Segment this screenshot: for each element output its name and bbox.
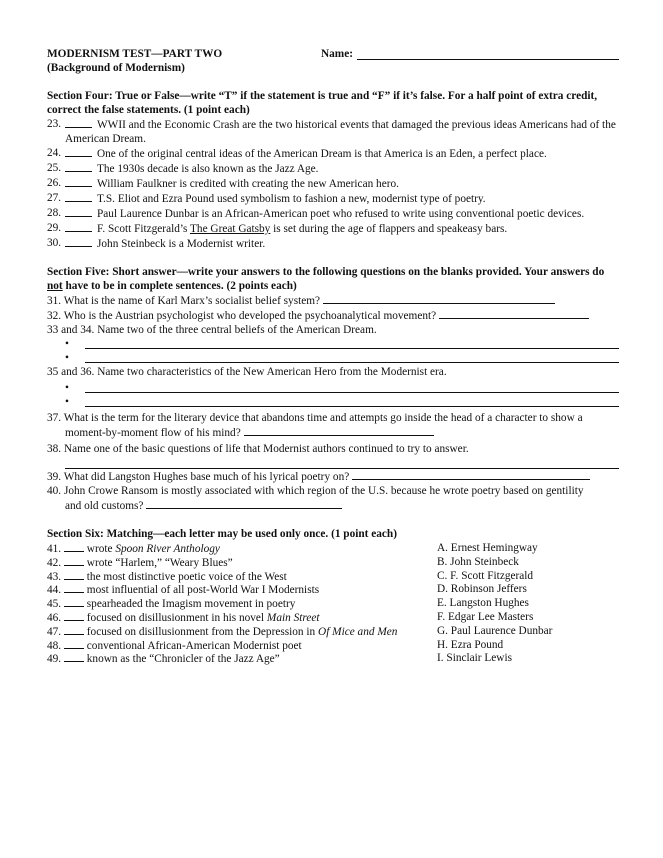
answer-blank[interactable] [64, 610, 84, 621]
emphasis-not: not [47, 280, 63, 292]
matching-row: 42. wrote “Harlem,” “Weary Blues” B. John Steinbeck [47, 555, 519, 569]
matching-row: 43. the most distinctive poetic voice of the West C. F. Scott Fitzgerald [47, 569, 534, 583]
question-number: 23. [47, 118, 62, 130]
question-text: The 1930s decade is also known as the Jazz Age. [97, 163, 319, 175]
question-number: 26. [47, 177, 62, 189]
question-text: 40. John Crowe Ransom is mostly associated with which region of the U.S. because he wrote poetry based on gentility [47, 485, 584, 497]
question-37-cont [47, 425, 617, 440]
question-number: 46. [47, 611, 62, 624]
question-number: 41. [47, 543, 62, 555]
section-five-title: Section Five: Short answer—write your answers to the following questions on the blanks provided. Your answers do not have to be in complete sentences. (2 points each) [47, 266, 605, 292]
question-32 [47, 308, 617, 323]
question-text-pre: F. Scott Fitzgerald’s [97, 223, 191, 235]
answer-blank[interactable] [65, 236, 92, 247]
answer-blank[interactable] [65, 146, 92, 157]
question-number: 44. [47, 584, 62, 597]
question-number: 27. [47, 192, 62, 204]
answer-blank[interactable] [64, 541, 84, 552]
answer-option: G. Paul Laurence Dunbar [437, 624, 553, 637]
answer-option: E. Langston Hughes [437, 597, 529, 610]
answer-option: B. John Steinbeck [437, 555, 519, 568]
question-number: 24. [47, 147, 62, 159]
work-title: Main Street [266, 611, 320, 624]
question-text: John Steinbeck is a Modernist writer. [97, 238, 266, 250]
answer-line[interactable] [85, 362, 619, 363]
question-text: Paul Laurence Dunbar is an African-American poet who refused to write using conventional poetic devices. [97, 208, 585, 220]
question-24 [47, 146, 617, 161]
answer-blank[interactable] [64, 624, 84, 635]
answer-line[interactable] [85, 406, 619, 407]
answer-bullet-row [47, 381, 617, 395]
question-text: moment-by-moment flow of his mind? [65, 427, 241, 439]
question-33-34 [47, 323, 617, 337]
question-text: 38. Name one of the basic questions of life that Modernist authors continued to try to answer. [47, 443, 469, 455]
answer-option: H. Ezra Pound [437, 638, 504, 651]
answer-bullet-row [47, 395, 617, 409]
test-title: MODERNISM TEST—PART TWO [47, 48, 223, 60]
work-title: Of Mice and Men [318, 625, 398, 638]
answer-line[interactable] [323, 293, 555, 304]
name-label: Name: [321, 48, 353, 60]
test-page [47, 47, 617, 665]
question-text: T.S. Eliot and Ezra Pound used symbolism to fashion a new, modernist type of poetry. [97, 193, 486, 205]
answer-line[interactable] [244, 425, 434, 436]
question-31 [47, 293, 617, 308]
question-text: 33 and 34. Name two of the three central beliefs of the American Dream. [47, 324, 377, 336]
question-text: 39. What did Langston Hughes base much of his lyrical poetry on? [47, 471, 350, 483]
question-text: 37. What is the term for the literary device that abandons time and attempts go inside the head of a character to show a [47, 412, 583, 424]
question-text: One of the original central ideas of the American Dream is that America is an Eden, a perfect place. [97, 148, 547, 160]
header [47, 47, 617, 77]
question-text: and old customs? [65, 500, 144, 512]
matching-row: 41. wrote Spoon River Anthology A. Ernest Hemingway [47, 542, 538, 555]
question-number: 25. [47, 162, 62, 174]
answer-blank[interactable] [64, 651, 84, 662]
answer-line[interactable] [85, 392, 619, 393]
question-text: 31. What is the name of Karl Marx’s socialist belief system? [47, 295, 321, 307]
answer-line[interactable] [65, 456, 619, 469]
section-four-title: Section Four: True or False—write “T” if the statement is true and “F” if it’s false. For a half point of extra credit, correct the false statements. (1 point each) [47, 90, 598, 116]
answer-bullet-row [47, 337, 617, 351]
answer-blank[interactable] [65, 117, 92, 128]
question-39 [47, 469, 617, 484]
answer-line[interactable] [85, 348, 619, 349]
question-number: 30. [47, 237, 62, 249]
matching-row: 48. conventional African-American Modernist poet H. Ezra Pound [47, 638, 504, 652]
question-28 [47, 206, 617, 221]
answer-line[interactable] [439, 308, 589, 319]
question-text: 32. Who is the Austrian psychologist who developed the psychoanalytical movement? [47, 310, 437, 322]
answer-option: C. F. Scott Fitzgerald [437, 569, 534, 582]
matching-row: 47. focused on disillusionment from the Depression in Of Mice and Men G. Paul Laurence Dunbar [47, 624, 553, 638]
question-27 [47, 191, 617, 206]
question-30 [47, 236, 617, 251]
question-number: 28. [47, 207, 62, 219]
question-40-cont [47, 498, 617, 513]
question-37 [47, 411, 617, 425]
question-number: 45. [47, 598, 62, 611]
answer-blank[interactable] [65, 206, 92, 217]
question-text-post: is set during the age of flappers and speakeasy bars. [270, 223, 508, 235]
question-number: 42. [47, 556, 62, 569]
question-35-36 [47, 365, 617, 379]
answer-option: A. Ernest Hemingway [437, 542, 538, 554]
section-six-title: Section Six: Matching—each letter may be used only once. (1 point each) [47, 528, 397, 540]
answer-option: D. Robinson Jeffers [437, 583, 527, 596]
work-title: Spoon River Anthology [115, 543, 220, 555]
question-number: 49. [47, 653, 62, 666]
question-text: 35 and 36. Name two characteristics of the New American Hero from the Modernist era. [47, 366, 447, 378]
book-title: The Great Gatsby [190, 223, 271, 235]
question-23 [47, 117, 617, 146]
answer-blank[interactable] [65, 221, 92, 232]
question-number: 29. [47, 222, 62, 234]
matching-row: 46. focused on disillusionment in his novel Main Street F. Edgar Lee Masters [47, 610, 534, 624]
question-number: 47. [47, 625, 62, 638]
question-29 [47, 221, 617, 236]
question-26 [47, 176, 617, 191]
answer-blank[interactable] [64, 569, 84, 580]
answer-blank[interactable] [65, 161, 92, 172]
question-number: 43. [47, 570, 62, 583]
answer-bullet-row [47, 351, 617, 365]
matching-row: 44. most influential of all post-World War I Modernists D. Robinson Jeffers [47, 583, 527, 597]
answer-blank[interactable] [64, 555, 84, 566]
answer-blank[interactable] [64, 596, 84, 607]
answer-option: I. Sinclair Lewis [437, 652, 512, 665]
answer-blank[interactable] [65, 191, 92, 202]
question-text: WWII and the Economic Crash are the two historical events that damaged the previous ideas Americans had of the American Dream. [65, 119, 616, 145]
bullet-icon: • [65, 396, 69, 408]
answer-option: F. Edgar Lee Masters [437, 610, 534, 623]
answer-blank[interactable] [65, 176, 92, 187]
matching-row: 49. known as the “Chronicler of the Jazz Age” I. Sinclair Lewis [47, 652, 512, 666]
question-text: William Faulkner is credited with creating the new American hero. [97, 178, 399, 190]
test-subtitle: (Background of Modernism) [47, 62, 185, 74]
answer-blank[interactable] [64, 582, 84, 593]
bullet-icon: • [65, 338, 69, 350]
name-field[interactable] [357, 59, 619, 60]
question-38 [47, 442, 617, 456]
answer-line[interactable] [352, 469, 590, 480]
question-25 [47, 161, 617, 176]
answer-blank[interactable] [64, 638, 84, 649]
answer-line[interactable] [146, 498, 342, 509]
bullet-icon: • [65, 382, 69, 394]
question-40 [47, 484, 617, 498]
question-number: 48. [47, 639, 62, 652]
matching-row: 45. spearheaded the Imagism movement in poetry E. Langston Hughes [47, 597, 529, 611]
bullet-icon: • [65, 352, 69, 364]
